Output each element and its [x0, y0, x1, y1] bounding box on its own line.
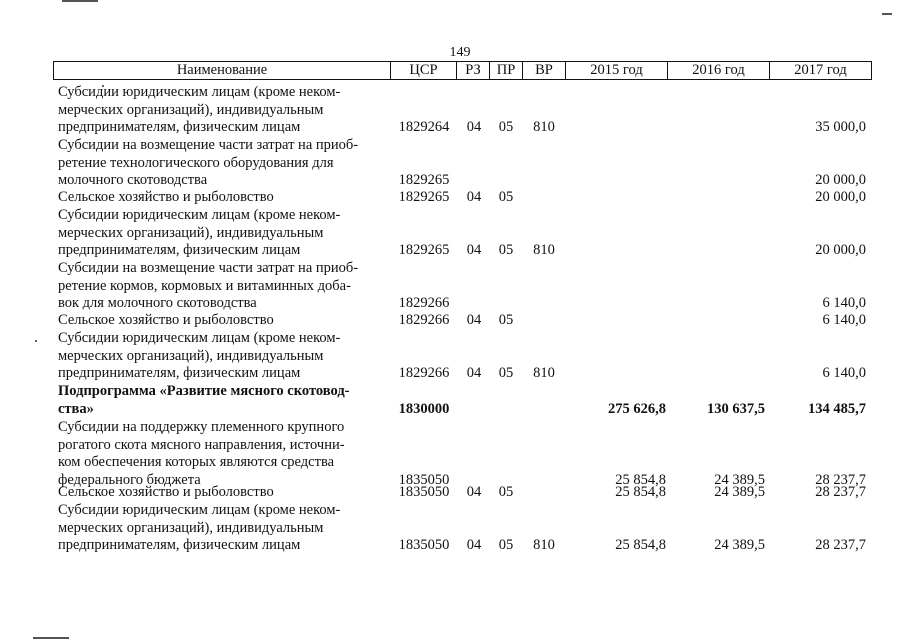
row-pr: 05 — [498, 537, 514, 554]
row-rz: 04 — [466, 189, 482, 205]
table-row — [0, 312, 905, 330]
row-2017: 6 140,0 — [822, 295, 866, 312]
row-name-line: ства» — [58, 400, 94, 417]
row-rz: 04 — [466, 312, 482, 328]
row-2017: 20 000,0 — [815, 189, 866, 205]
row-rz: 04 — [466, 119, 482, 136]
table-row — [0, 137, 905, 190]
row-name-line: Субсидии на поддержку племенного крупного — [58, 419, 345, 435]
row-name-line: предпринимателям, физическим лицам — [58, 242, 301, 259]
row-name-line: Сельское хозяйство и рыболовство — [58, 189, 274, 205]
header-rz: РЗ — [457, 62, 490, 79]
row-name-line: Субсидии юридическим лицам (кроме неком- — [58, 502, 341, 518]
row-name — [58, 312, 378, 330]
row-2017: 28 237,7 — [815, 471, 866, 488]
row-csr: 1835050 — [398, 537, 450, 554]
table-row — [0, 419, 905, 489]
row-name-line: мерческих организаций), индивидуальным — [58, 224, 324, 241]
row-name — [58, 330, 378, 383]
row-2017: 20 000,0 — [815, 172, 866, 189]
row-csr: 1830000 — [398, 400, 450, 417]
row-name — [58, 207, 378, 260]
row-vr: 810 — [533, 242, 555, 259]
row-name — [58, 383, 378, 418]
row-csr: 1829266 — [398, 365, 450, 382]
row-name-line: молочного скотоводства — [58, 172, 208, 189]
row-csr: 1829266 — [398, 312, 450, 328]
row-rz: 04 — [466, 365, 482, 382]
row-name-line: мерческих организаций), индивидуальным — [58, 519, 324, 536]
row-2015: 25 854,8 — [615, 471, 666, 488]
table-row — [0, 260, 905, 313]
table-row — [0, 484, 905, 502]
row-pr: 05 — [498, 189, 514, 205]
row-csr: 1835050 — [398, 484, 450, 500]
header-2016: 2016 год — [668, 62, 770, 79]
table-row — [0, 383, 905, 418]
row-2017: 134 485,7 — [808, 400, 866, 417]
row-name — [58, 484, 378, 502]
page-number: 149 — [449, 45, 471, 60]
row-csr: 1829264 — [398, 119, 450, 136]
row-2015: 25 854,8 — [615, 484, 666, 500]
row-2016: 24 389,5 — [714, 471, 765, 488]
row-csr: 1835050 — [398, 471, 450, 488]
row-pr: 05 — [498, 312, 514, 328]
row-csr: 1829265 — [398, 189, 450, 205]
row-2017: 6 140,0 — [822, 312, 866, 328]
table-header — [53, 61, 872, 80]
row-name-line: Субсидии юридическим лицам (кроме неком- — [58, 330, 341, 346]
row-2015: 25 854,8 — [615, 537, 666, 554]
header-2017: 2017 год — [794, 62, 847, 78]
header-pr: ПР — [490, 62, 523, 79]
row-pr: 05 — [498, 484, 514, 500]
row-rz: 04 — [466, 537, 482, 554]
row-csr: 1829266 — [398, 295, 450, 312]
row-name-line: ком обеспечения которых являются средства — [58, 454, 335, 471]
scan-mark-top-left — [62, 0, 98, 2]
row-name-line: мерческих организаций), индивидуальным — [58, 101, 324, 118]
row-name — [58, 419, 378, 489]
row-2016: 130 637,5 — [707, 400, 765, 417]
table-row — [0, 207, 905, 260]
row-pr: 05 — [498, 365, 514, 382]
row-name-line: предпринимателям, физическим лицам — [58, 119, 301, 136]
header-2015: 2015 год — [566, 62, 668, 79]
row-pr: 05 — [498, 242, 514, 259]
row-name — [58, 84, 378, 137]
table-row — [0, 84, 905, 137]
row-name-line: предпринимателям, физическим лицам — [58, 537, 301, 554]
row-2016: 24 389,5 — [714, 537, 765, 554]
row-2017: 20 000,0 — [815, 242, 866, 259]
scan-mark-top-right — [882, 13, 892, 15]
row-2016: 24 389,5 — [714, 484, 765, 500]
row-name-line: Субсидии юридическим лицам (кроме неком- — [58, 207, 341, 223]
table-row — [0, 189, 905, 207]
row-name-line: мерческих организаций), индивидуальным — [58, 347, 324, 364]
row-name — [58, 502, 378, 555]
row-name-line: предпринимателям, физическим лицам — [58, 365, 301, 382]
row-2017: 35 000,0 — [815, 119, 866, 136]
row-name-line: ретение кормов, кормовых и витаминных доба- — [58, 277, 351, 294]
row-rz: 04 — [466, 484, 482, 500]
row-2017: 6 140,0 — [822, 365, 866, 382]
row-name-line: Сельское хозяйство и рыболовство — [58, 312, 274, 328]
row-pr: 05 — [498, 119, 514, 136]
scan-mark-bottom-left — [33, 637, 69, 639]
row-name-line: Подпрограмма «Развитие мясного скотовод- — [58, 383, 350, 399]
row-name — [58, 260, 378, 313]
row-name-line: рогатого скота мясного направления, источни- — [58, 436, 345, 453]
header-vr: ВР — [523, 62, 566, 79]
table-row — [0, 330, 905, 383]
row-2015: 275 626,8 — [608, 400, 666, 417]
row-name — [58, 189, 378, 207]
row-name-line: Субсидии на возмещение части затрат на приоб- — [58, 260, 359, 276]
row-vr: 810 — [533, 365, 555, 382]
row-2017: 28 237,7 — [815, 484, 866, 500]
row-name-line: Субсидии на возмещение части затрат на приоб- — [58, 137, 359, 153]
header-csr: ЦСР — [391, 62, 457, 79]
row-csr: 1829265 — [398, 172, 450, 189]
row-name-line: Субсидии юридическим лицам (кроме неком- — [58, 84, 341, 100]
row-name-line: вок для молочного скотоводства — [58, 295, 257, 312]
table-row — [0, 502, 905, 555]
row-rz: 04 — [466, 242, 482, 259]
row-vr: 810 — [533, 537, 555, 554]
row-2017: 28 237,7 — [815, 537, 866, 554]
row-csr: 1829265 — [398, 242, 450, 259]
row-name-line: Сельское хозяйство и рыболовство — [58, 484, 274, 500]
header-name: Наименование — [54, 62, 391, 79]
row-name-line: федерального бюджета — [58, 471, 201, 488]
row-name-line: ретение технологического оборудования для — [58, 154, 334, 171]
row-vr: 810 — [533, 119, 555, 136]
row-name — [58, 137, 378, 190]
